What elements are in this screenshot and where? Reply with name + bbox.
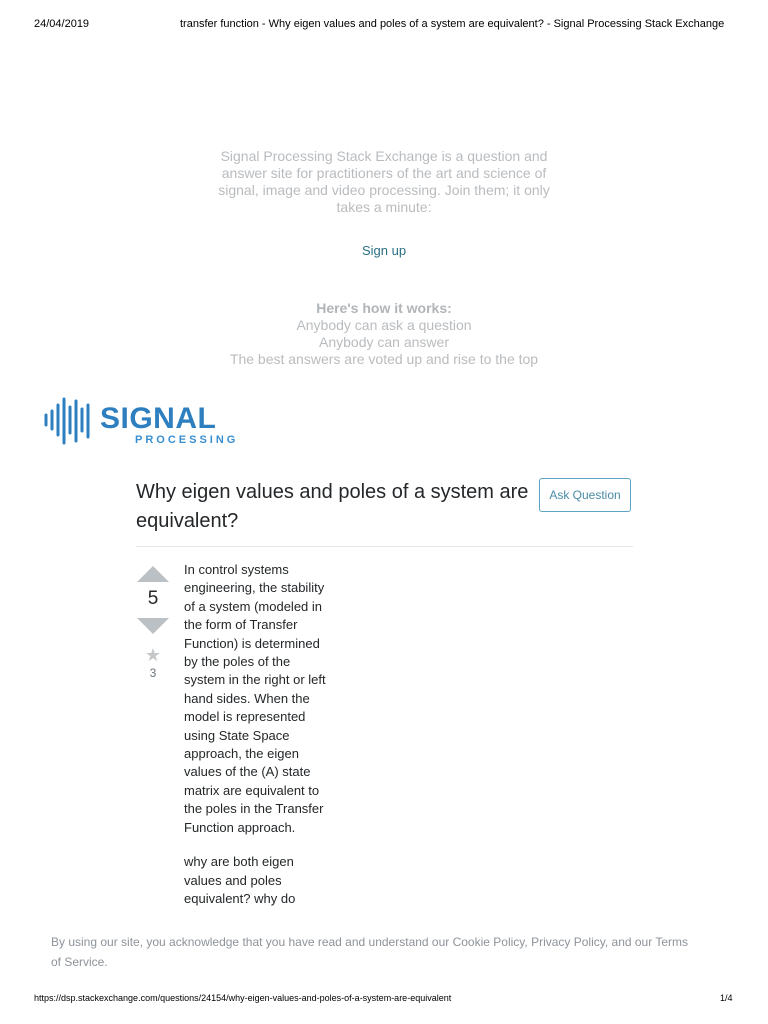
question-title[interactable]: Why eigen values and poles of a system are equivalent? [136,481,529,532]
how-item: The best answers are voted up and rise to the top [229,351,539,367]
cookie-text: By using our site, you acknowledge that you have read and understand our Cookie Policy, Privacy Policy, and our Terms of Service. [51,935,689,969]
ask-question-button[interactable]: Ask Question [539,478,631,512]
star-icon[interactable]: ★ [144,645,162,665]
how-it-works [200,300,568,368]
sign-up-link[interactable]: Sign up [361,243,407,258]
vote-panel [134,566,172,680]
vote-count: 5 [147,588,159,609]
logo-wordmark: SIGNAL [100,402,217,435]
how-it-works-title: Here's how it works: [316,300,452,316]
arrow-down-icon[interactable] [137,618,169,634]
question-body [184,561,330,917]
logo-subtitle: PROCESSING [135,434,239,446]
site-logo[interactable] [44,394,239,450]
how-item: Anybody can ask a question [296,317,472,333]
favorite-count: 3 [149,666,157,680]
title-divider [136,546,633,547]
cookie-notice [0,922,768,992]
signup-promo [200,148,568,368]
print-page-number: 1/4 [720,993,733,1003]
arrow-up-icon[interactable] [137,566,169,582]
body-paragraph: In control systems engineering, the stability of a system (modeled in the form of Transfer Function) is determined by the poles of the system in the right or left hand sides. When the model is represented using State Space approach, the eigen values of the (A) state matrix are equivalent to the poles in the Transfer Function approach. [184,562,326,835]
promo-text: Signal Processing Stack Exchange is a question and answer site for practitioners of the art and science of signal, image and video processing. Join them; it only takes a minute: [218,148,550,215]
how-item: Anybody can answer [319,334,449,350]
print-page-title: transfer function - Why eigen values and poles of a system are equivalent? - Signal Processing Stack Exchange [180,18,725,30]
body-paragraph: why are both eigen values and poles equivalent? why do [184,854,296,906]
waveform-icon [44,396,96,446]
print-url: https://dsp.stackexchange.com/questions/24154/why-eigen-values-and-poles-of-a-system-are-equivalent [34,993,452,1003]
print-date: 24/04/2019 [34,18,90,30]
